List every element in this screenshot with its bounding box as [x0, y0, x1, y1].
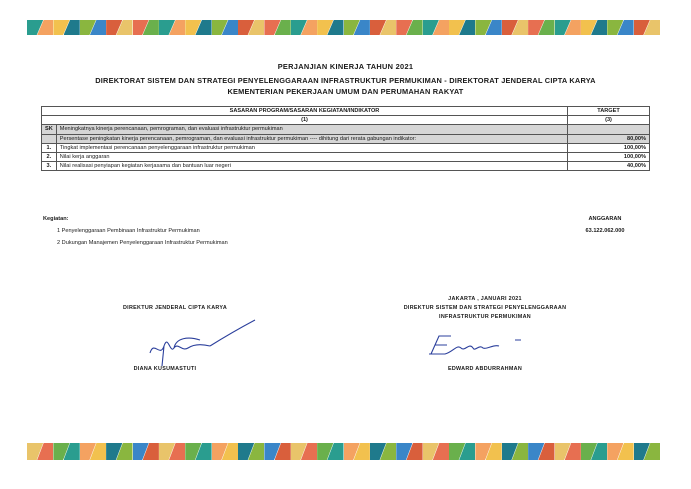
- row-target: 40,00%: [568, 162, 650, 171]
- row-indicator: Nilai realisasi penyiapan kegiatan kerjasama dan bantuan luar negeri: [56, 162, 567, 171]
- header-program-number: (1): [42, 116, 568, 125]
- sk-target: [568, 125, 650, 134]
- summary-text: Persentase peningkatan kinerja perencanaan, pemrograman, dan evaluasi infrastruktur permukiman ---- dihitung dari rerata gabungan indikator:: [56, 134, 567, 143]
- document-subtitle-2: KEMENTERIAN PEKERJAAN UMUM DAN PERUMAHAN RAKYAT: [227, 87, 464, 96]
- row-number: 3.: [42, 162, 57, 171]
- anggaran-value: 63.122.062.000: [585, 228, 625, 234]
- row-target: 100,00%: [568, 152, 650, 161]
- kegiatan-item-1: 1 Penyelenggaraan Pembinaan Infrastruktur Permukiman: [57, 228, 200, 234]
- decorative-band-top: [27, 20, 660, 35]
- table-row: [42, 152, 650, 161]
- header-program: SASARAN PROGRAM/SASARAN KEGIATAN/INDIKATOR: [42, 107, 568, 116]
- table-header-number-row: [42, 116, 650, 125]
- right-signatory-title-2: INFRASTRUKTUR PERMUKIMAN: [439, 314, 531, 320]
- place-date: JAKARTA , JANUARI 2021: [448, 296, 522, 302]
- row-indicator: Tingkat implementasi perencanaan penyelenggaraan infrastruktur permukiman: [56, 143, 567, 152]
- right-signatory-name: EDWARD ABDURRAHMAN: [447, 366, 523, 372]
- kegiatan-item-2: 2 Dukungan Manajemen Penyelenggaraan Infrastruktur Permukiman: [57, 240, 228, 246]
- sk-text: Meningkatnya kinerja perencanaan, pemrograman, dan evaluasi infrastruktur permukiman: [56, 125, 567, 134]
- summary-code: [42, 134, 57, 143]
- header-target: TARGET: [568, 107, 650, 116]
- anggaran-label: ANGGARAN: [588, 216, 622, 222]
- sk-code: SK: [42, 125, 57, 134]
- header-target-number: (3): [568, 116, 650, 125]
- left-signatory-name: DIANA KUSUMASTUTI: [133, 366, 197, 372]
- left-signatory-title: DIREKTUR JENDERAL CIPTA KARYA: [122, 305, 228, 311]
- left-signature-image: [140, 318, 260, 373]
- row-indicator: Nilai kerja anggaran: [56, 152, 567, 161]
- summary-target: 80,00%: [568, 134, 650, 143]
- performance-table: [41, 106, 650, 171]
- row-number: 1.: [42, 143, 57, 152]
- row-number: 2.: [42, 152, 57, 161]
- document-title: PERJANJIAN KINERJA TAHUN 2021: [277, 62, 414, 71]
- table-row: [42, 143, 650, 152]
- kegiatan-label: Kegiatan:: [43, 216, 69, 222]
- table-header-row: [42, 107, 650, 116]
- document-subtitle-1: DIREKTORAT SISTEM DAN STRATEGI PENYELENGGARAAN INFRASTRUKTUR PERMUKIMAN - DIREKTORAT JENDERAL CIPTA KARYA: [95, 76, 596, 85]
- right-signature-image: [425, 330, 535, 360]
- right-signatory-title-1: DIREKTUR SISTEM DAN STRATEGI PENYELENGGARAAN: [403, 305, 567, 311]
- row-target: 100,00%: [568, 143, 650, 152]
- summary-row: [42, 134, 650, 143]
- sk-row: [42, 125, 650, 134]
- table-row: [42, 162, 650, 171]
- decorative-band-bottom: [27, 443, 660, 460]
